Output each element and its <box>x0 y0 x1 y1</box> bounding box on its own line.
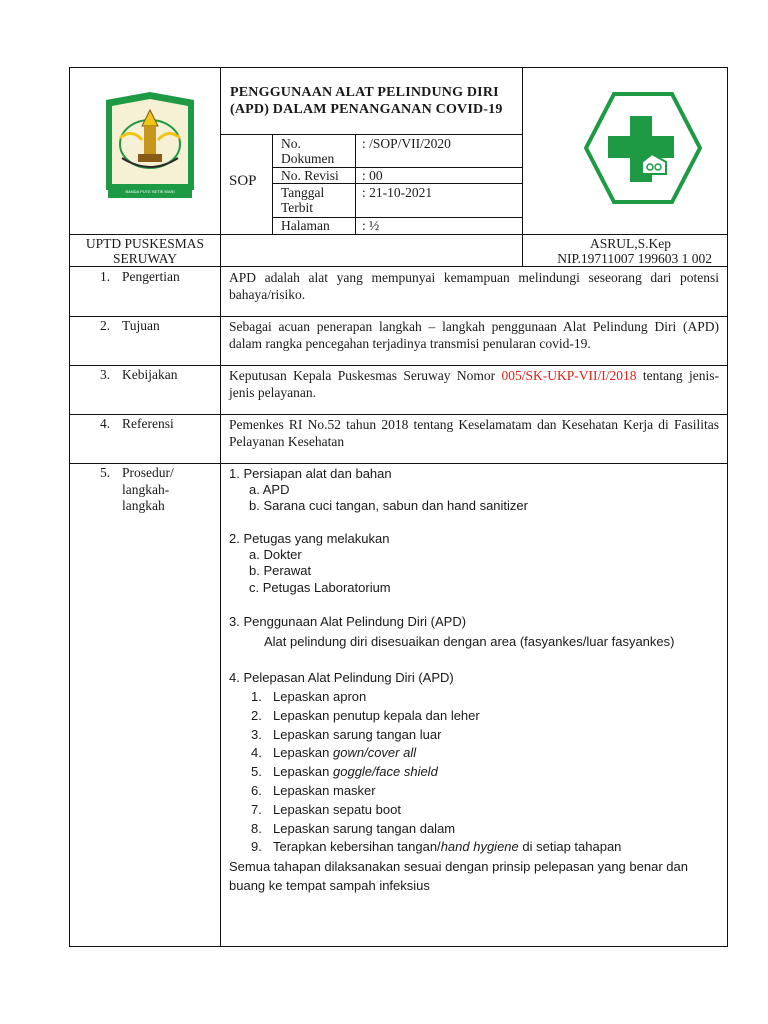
step4-item-5: 5. Lepaskan goggle/face shield <box>251 764 438 779</box>
section-label-referensi: Referensi <box>122 416 174 431</box>
step1-item-b: b. Sarana cuci tangan, sabun dan hand sanitizer <box>249 498 528 513</box>
divider-row-prosedur <box>69 463 728 464</box>
meta-label-tanggal-1: Tanggal <box>281 185 325 200</box>
divider-org-top <box>69 234 728 235</box>
step2-item-c: c. Petugas Laboratorium <box>249 580 391 595</box>
step2-item-a: a. Dokter <box>249 547 302 562</box>
section-label-kebijakan: Kebijakan <box>122 367 178 382</box>
org-name-line1: UPTD PUSKESMAS <box>85 236 205 251</box>
section-num-referensi: 4. <box>100 416 111 431</box>
section-label-tujuan: Tujuan <box>122 318 160 333</box>
document-title-line1: PENGGUNAAN ALAT PELINDUNG DIRI <box>230 85 499 100</box>
kebijakan-text-after: tentang jenis-jenis pelayanan. <box>229 368 719 400</box>
meta-value-halaman: : ½ <box>362 218 380 233</box>
step4-item-8: 8. Lepaskan sarung tangan dalam <box>251 821 456 836</box>
section-text-tujuan: Sebagai acuan penerapan langkah – langkah penggunaan Alat Pelindung Diri (APD) dalam rangka pencegahan terjadinya transmisi penularan covid-19. <box>229 319 719 351</box>
border-bottom <box>69 946 728 947</box>
step4-closing: Semua tahapan dilaksanakan sesuai dengan prinsip pelepasan yang benar dan buang ke tempat sampah infeksius <box>229 859 688 893</box>
signer-nip: NIP.19711007 199603 1 002 <box>557 251 712 266</box>
section-num-kebijakan: 3. <box>100 367 111 382</box>
step4-item-4: 4. Lepaskan gown/cover all <box>251 745 417 760</box>
section-text-pengertian: APD adalah alat yang mempunyai kemampuan melindungi seseorang dari potensi bahaya/risiko. <box>229 270 719 302</box>
divider-row-tujuan <box>69 316 728 317</box>
step4-item-7: 7. Lepaskan sepatu boot <box>251 802 401 817</box>
section-label-pengertian: Pengertian <box>122 269 180 284</box>
divider-col1 <box>220 67 221 947</box>
section-num-prosedur: 5. <box>100 465 111 480</box>
border-right <box>727 67 728 947</box>
step2-title: 2. Petugas yang melakukan <box>229 531 390 546</box>
sop-label: SOP <box>229 173 257 189</box>
step4-item-3: 3. Lepaskan sarung tangan luar <box>251 727 442 742</box>
section-num-pengertian: 1. <box>100 269 111 284</box>
kebijakan-sk-number: 005/SK-UKP-VII/I/2018 <box>501 368 637 383</box>
meta-label-dokumen-2: Dokumen <box>281 151 335 166</box>
meta-label-halaman: Halaman <box>281 218 330 233</box>
step4-item-1: 1. Lepaskan apron <box>251 689 367 704</box>
meta-value-dokumen: : /SOP/VII/2020 <box>362 136 451 151</box>
section-label-prosedur-3: langkah <box>122 498 165 513</box>
step3-detail: Alat pelindung diri disesuaikan dengan area (fasyankes/luar fasyankes) <box>264 634 675 649</box>
document-title-line2: (APD) DALAM PENANGANAN COVID-19 <box>230 102 503 117</box>
border-top <box>69 67 728 68</box>
meta-label-dokumen-1: No. <box>281 136 301 151</box>
step2-item-b: b. Perawat <box>249 563 312 578</box>
puskesmas-cross-logo <box>584 92 702 204</box>
section-text-referensi: Pemenkes RI No.52 tahun 2018 tentang Keselamatam dan Kesehatan Kerja di Fasilitas Pelayanan Kesehatan <box>229 417 719 449</box>
divider-meta-col2 <box>355 134 356 234</box>
kebijakan-text-before: Keputusan Kepala Puskesmas Seruway Nomor <box>229 368 502 383</box>
meta-value-tanggal: : 21-10-2021 <box>362 185 433 200</box>
section-num-tujuan: 2. <box>100 318 111 333</box>
divider-row-kebijakan <box>69 365 728 366</box>
step3-title: 3. Penggunaan Alat Pelindung Diri (APD) <box>229 614 467 629</box>
signer-name: ASRUL,S.Kep <box>589 236 671 251</box>
meta-label-tanggal-2: Terbit <box>281 200 314 215</box>
step1-title: 1. Persiapan alat dan bahan <box>229 466 392 481</box>
divider-meta-col1 <box>272 134 273 234</box>
step4-item-6: 6. Lepaskan masker <box>251 783 376 798</box>
meta-label-revisi: No. Revisi <box>281 168 339 183</box>
org-name-line2: SERUWAY <box>112 251 177 266</box>
step4-item-2: 2. Lepaskan penutup kepala dan leher <box>251 708 480 723</box>
step1-item-a: a. APD <box>249 482 290 497</box>
divider-row-referensi <box>69 414 728 415</box>
border-left <box>69 67 70 947</box>
divider-title-bottom <box>220 134 523 135</box>
section-label-prosedur-1: Prosedur/ <box>122 465 174 480</box>
emblem-caption: BANDA PUTE SETIE MARI <box>125 189 175 194</box>
step4-title: 4. Pelepasan Alat Pelindung Diri (APD) <box>229 670 454 685</box>
regional-emblem-logo <box>102 92 198 200</box>
meta-value-revisi: : 00 <box>362 168 383 183</box>
section-label-prosedur-2: langkah- <box>122 482 170 497</box>
step4-item-9: 9. Terapkan kebersihan tangan/hand hygiene di setiap tahapan <box>251 839 622 854</box>
section-text-kebijakan <box>229 367 719 401</box>
